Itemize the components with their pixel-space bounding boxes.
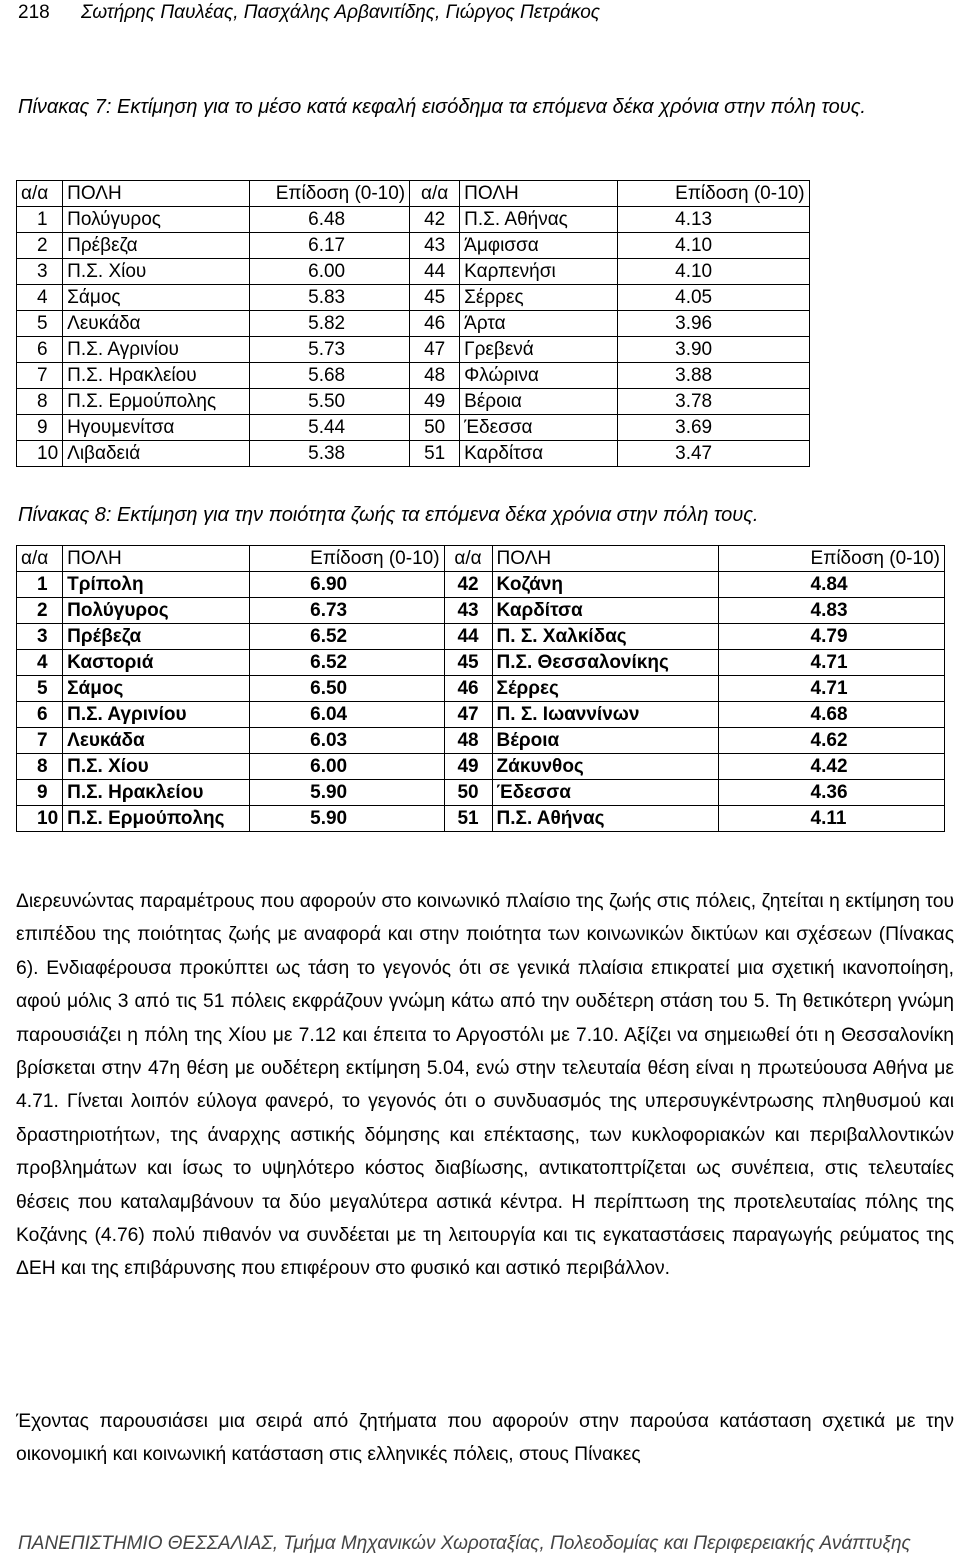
row-number: 47 (410, 337, 460, 363)
city-name: Π. Σ. Χαλκίδας (492, 624, 718, 650)
table-row (17, 441, 810, 467)
city-name: Πρέβεζα (63, 624, 250, 650)
table-header-row (17, 546, 945, 572)
body-paragraph: Διερευνώντας παραμέτρους που αφορούν στο κοινωνικό πλαίσιο της ζωής στις πόλεις, ζητείται η εκτίμηση του επιπέδου της ποιότητας ζωής με αναφορά και στην ποιότητα των κοινωνικών δικτύων και σχέσεων (Πίνακας 6). Ενδιαφέρουσα προκύπτει ως τάση το γεγονός ότι σε γενικά πλαίσια επικρατεί μια σχετική ικανοποίηση, αφού μόλις 3 από τις 51 πόλεις εκφράζουν γνώμη κάτω από την ουδέτερη στάση του 5. Τη θετικότερη γνώμη παρουσιάζει η πόλη της Χίου με 7.12 και έπειτα το Αργοστόλι με 7.10. Αξίζει να σημειωθεί ότι η Θεσσαλονίκη βρίσκεται στην 47η θέση με ουδέτερη εκτίμηση 5.04, ενώ στην τελευταία θέση είναι η πρωτεύουσα Αθήνα με 4.71. Γίνεται λοιπόν εύλογα φανερό, το γεγονός ότι ο συνδυασμός της υπερσυγκέντρωσης πληθυσμού και δραστηριοτήτων, της άναρχης αστικής δόμησης και επέκτασης, των κυκλοφοριακών και περιβαλλοντικών προβλημάτων και ίσως το υψηλότερο κόστος διαβίωσης, αντικατοπτρίζεται ως συνέπεια, στις τελευταίες θέσεις που καταλαμβάνουν τα δύο μεγαλύτερα αστικά κέντρα. Η περίπτωση της προτελευταίας πόλης της Κοζάνης (4.76) πολύ πιθανόν να συνδέεται με τη λειτουργία και τις εγκαταστάσεις παραγωγής ρεύματος της ΔΕΗ και της επιβάρυνσης που επιφέρουν στο φυσικό και αστικό περιβάλλον. (16, 891, 954, 1280)
score: 6.52 (250, 624, 444, 650)
score: 6.17 (250, 233, 410, 259)
city-name: Π.Σ. Ηρακλείου (63, 780, 250, 806)
score: 3.88 (618, 363, 809, 389)
city-name: Βέροια (492, 728, 718, 754)
row-number: 46 (444, 676, 492, 702)
city-name: Φλώρινα (460, 363, 618, 389)
row-number: 43 (444, 598, 492, 624)
table-header-row (17, 181, 810, 207)
column-header: Επίδοση (0-10) (250, 546, 444, 572)
quality-of-life-table-body (17, 546, 945, 832)
score: 5.90 (250, 806, 444, 832)
city-name: Π.Σ. Αθήνας (460, 207, 618, 233)
score: 5.50 (250, 389, 410, 415)
row-number: 1 (17, 207, 63, 233)
score: 5.83 (250, 285, 410, 311)
table8-caption: Πίνακας 8: Εκτίμηση για την ποιότητα ζωής τα επόμενα δέκα χρόνια στην πόλη τους. (18, 504, 759, 526)
city-name: Π.Σ. Χίου (63, 259, 250, 285)
city-name: Βέροια (460, 389, 618, 415)
city-name: Ζάκυνθος (492, 754, 718, 780)
score: 5.68 (250, 363, 410, 389)
city-name: Σάμος (63, 676, 250, 702)
row-number: 49 (444, 754, 492, 780)
score: 5.44 (250, 415, 410, 441)
row-number: 49 (410, 389, 460, 415)
score: 4.13 (618, 207, 809, 233)
authors: Σωτήρης Παυλέας, Πασχάλης Αρβανιτίδης, Γιώργος Πετράκος (80, 2, 601, 23)
city-name: Π.Σ. Ηρακλείου (63, 363, 250, 389)
score: 3.69 (618, 415, 809, 441)
row-number: 4 (17, 285, 63, 311)
income-table-body (17, 181, 810, 467)
table-row (17, 233, 810, 259)
city-name: Π.Σ. Ερμούπολης (63, 806, 250, 832)
score: 4.71 (718, 676, 944, 702)
score: 6.52 (250, 650, 444, 676)
table-row (17, 285, 810, 311)
table-row (17, 207, 810, 233)
city-name: Π.Σ. Χίου (63, 754, 250, 780)
page-number: 218 (18, 2, 50, 23)
table7-caption: Πίνακας 7: Εκτίμηση για το μέσο κατά κεφαλή εισόδημα τα επόμενα δέκα χρόνια στην πόλη τους. (18, 96, 866, 118)
row-number: 42 (444, 572, 492, 598)
row-number: 42 (410, 207, 460, 233)
score: 6.00 (250, 754, 444, 780)
row-number: 9 (17, 780, 63, 806)
city-name: Π.Σ. Αγρινίου (63, 337, 250, 363)
row-number: 3 (17, 624, 63, 650)
score: 6.48 (250, 207, 410, 233)
column-header: ΠΟΛΗ (63, 546, 250, 572)
city-name: Καρπενήσι (460, 259, 618, 285)
score: 6.00 (250, 259, 410, 285)
city-name: Π.Σ. Ερμούπολης (63, 389, 250, 415)
city-name: Καστοριά (63, 650, 250, 676)
score: 3.47 (618, 441, 809, 467)
column-header: α/α (17, 181, 63, 207)
row-number: 46 (410, 311, 460, 337)
row-number: 8 (17, 754, 63, 780)
score: 3.96 (618, 311, 809, 337)
score: 4.11 (718, 806, 944, 832)
row-number: 43 (410, 233, 460, 259)
table-row (17, 806, 945, 832)
income-table (16, 180, 810, 467)
table-row (17, 650, 945, 676)
city-name: Πολύγυρος (63, 207, 250, 233)
city-name: Γρεβενά (460, 337, 618, 363)
city-name: Καρδίτσα (460, 441, 618, 467)
row-number: 7 (17, 363, 63, 389)
city-name: Σέρρες (492, 676, 718, 702)
row-number: 44 (410, 259, 460, 285)
score: 5.90 (250, 780, 444, 806)
column-header: Επίδοση (0-10) (718, 546, 944, 572)
row-number: 10 (17, 441, 63, 467)
row-number: 3 (17, 259, 63, 285)
city-name: Ηγουμενίτσα (63, 415, 250, 441)
score: 4.79 (718, 624, 944, 650)
row-number: 51 (444, 806, 492, 832)
table-row (17, 415, 810, 441)
score: 4.68 (718, 702, 944, 728)
row-number: 50 (444, 780, 492, 806)
score: 4.10 (618, 259, 809, 285)
row-number: 5 (17, 311, 63, 337)
row-number: 9 (17, 415, 63, 441)
city-name: Π.Σ. Αθήνας (492, 806, 718, 832)
row-number: 2 (17, 598, 63, 624)
score: 6.04 (250, 702, 444, 728)
column-header: ΠΟΛΗ (492, 546, 718, 572)
table-row (17, 311, 810, 337)
row-number: 45 (444, 650, 492, 676)
table-row (17, 363, 810, 389)
column-header: α/α (410, 181, 460, 207)
row-number: 6 (17, 337, 63, 363)
row-number: 8 (17, 389, 63, 415)
row-number: 6 (17, 702, 63, 728)
row-number: 5 (17, 676, 63, 702)
city-name: Π. Σ. Ιωαννίνων (492, 702, 718, 728)
column-header: α/α (444, 546, 492, 572)
body-paragraph: Έχοντας παρουσιάσει μια σειρά από ζητήματα που αφορούν στην παρούσα κατάσταση σχετικά με την οικονομική και κοινωνική κατάσταση στις ελληνικές πόλεις, στους Πίνακες (16, 1411, 954, 1466)
score: 4.71 (718, 650, 944, 676)
row-number: 50 (410, 415, 460, 441)
score: 5.73 (250, 337, 410, 363)
row-number: 4 (17, 650, 63, 676)
city-name: Πολύγυρος (63, 598, 250, 624)
city-name: Άρτα (460, 311, 618, 337)
column-header: α/α (17, 546, 63, 572)
score: 4.10 (618, 233, 809, 259)
city-name: Έδεσσα (492, 780, 718, 806)
table-row (17, 572, 945, 598)
row-number: 10 (17, 806, 63, 832)
score: 3.90 (618, 337, 809, 363)
city-name: Σέρρες (460, 285, 618, 311)
row-number: 51 (410, 441, 460, 467)
score: 4.36 (718, 780, 944, 806)
column-header: Επίδοση (0-10) (618, 181, 809, 207)
city-name: Σάμος (63, 285, 250, 311)
table-row (17, 728, 945, 754)
city-name: Π.Σ. Αγρινίου (63, 702, 250, 728)
table-row (17, 754, 945, 780)
score: 6.73 (250, 598, 444, 624)
score: 4.84 (718, 572, 944, 598)
city-name: Έδεσσα (460, 415, 618, 441)
table-row (17, 702, 945, 728)
score: 6.03 (250, 728, 444, 754)
row-number: 48 (410, 363, 460, 389)
quality-of-life-table (16, 545, 945, 832)
row-number: 1 (17, 572, 63, 598)
table-row (17, 676, 945, 702)
score: 4.05 (618, 285, 809, 311)
score: 4.62 (718, 728, 944, 754)
city-name: Πρέβεζα (63, 233, 250, 259)
city-name: Λευκάδα (63, 311, 250, 337)
city-name: Λιβαδειά (63, 441, 250, 467)
score: 4.83 (718, 598, 944, 624)
page-header (18, 0, 600, 26)
city-name: Π.Σ. Θεσσαλονίκης (492, 650, 718, 676)
row-number: 48 (444, 728, 492, 754)
score: 6.50 (250, 676, 444, 702)
table-row (17, 389, 810, 415)
row-number: 47 (444, 702, 492, 728)
city-name: Κοζάνη (492, 572, 718, 598)
row-number: 44 (444, 624, 492, 650)
table-row (17, 780, 945, 806)
row-number: 2 (17, 233, 63, 259)
city-name: Άμφισσα (460, 233, 618, 259)
table-row (17, 337, 810, 363)
table-row (17, 259, 810, 285)
city-name: Λευκάδα (63, 728, 250, 754)
row-number: 45 (410, 285, 460, 311)
score: 4.42 (718, 754, 944, 780)
row-number: 7 (17, 728, 63, 754)
score: 6.90 (250, 572, 444, 598)
city-name: Τρίπολη (63, 572, 250, 598)
column-header: ΠΟΛΗ (63, 181, 250, 207)
column-header: ΠΟΛΗ (460, 181, 618, 207)
score: 5.38 (250, 441, 410, 467)
score: 5.82 (250, 311, 410, 337)
score: 3.78 (618, 389, 809, 415)
table-row (17, 624, 945, 650)
column-header: Επίδοση (0-10) (250, 181, 410, 207)
table-row (17, 598, 945, 624)
city-name: Καρδίτσα (492, 598, 718, 624)
page-footer: ΠΑΝΕΠΙΣΤΗΜΙΟ ΘΕΣΣΑΛΙΑΣ, Τμήμα Μηχανικών Χωροταξίας, Πολεοδομίας και Περιφερειακής Ανάπτυξης (18, 1533, 911, 1554)
